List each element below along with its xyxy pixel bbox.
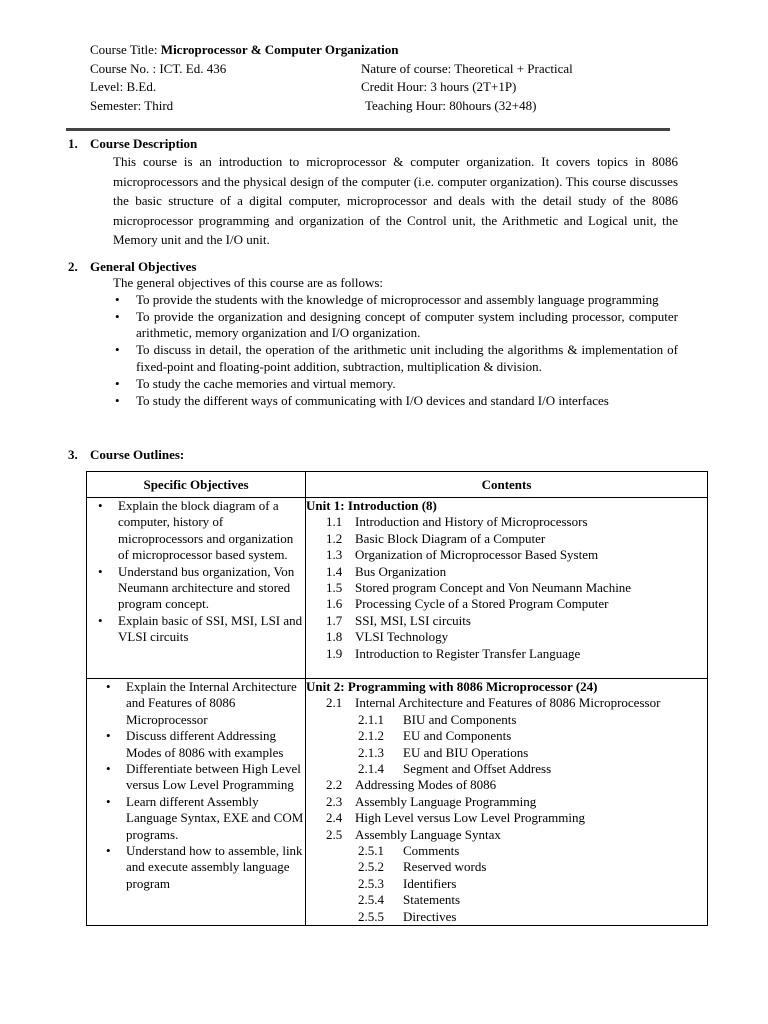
section-heading: [68, 258, 680, 275]
item-number: 1.5: [326, 580, 343, 596]
section-general-objectives: [68, 258, 680, 409]
item-number: 2.5: [326, 826, 343, 842]
contents-cell: [306, 679, 708, 926]
item-text: Segment and Offset Address: [403, 761, 552, 777]
objectives-intro: The general objectives of this course are as follows:: [113, 275, 384, 290]
content-subitem: [306, 859, 707, 875]
content-subitem: [306, 728, 707, 744]
item-text: Comments: [403, 843, 460, 859]
section-heading: [68, 135, 680, 152]
header-row-2: [90, 60, 710, 79]
content-item: [306, 547, 707, 563]
unit1-objectives: [87, 498, 305, 646]
list-item: • Differentiate between High Level versus Low Level Programming: [87, 761, 305, 794]
objectives-cell: [87, 498, 306, 679]
list-item: • To study the different ways of communicating with I/O devices and standard I/O interfaces: [113, 393, 678, 410]
section-title: General Objectives: [90, 259, 197, 274]
item-text: Stored program Concept and Von Neumann Machine: [355, 580, 632, 596]
course-title-label: Course Title:: [90, 42, 161, 57]
item-text: Directives: [403, 908, 457, 924]
item-text: Introduction to Register Transfer Language: [355, 645, 581, 661]
item-text: EU and Components: [403, 728, 512, 744]
item-text: Assembly Language Programming: [355, 793, 537, 809]
item-number: 2.1.2: [358, 728, 384, 744]
section-number: 2.: [68, 259, 78, 274]
content-item: [306, 695, 707, 711]
item-number: 2.1.3: [358, 744, 384, 760]
item-text: Reserved words: [403, 859, 487, 875]
list-item: • Understand bus organization, Von Neumann architecture and stored program concept.: [87, 564, 305, 613]
header-divider: [66, 128, 670, 131]
item-number: 2.1: [326, 695, 343, 711]
unit2-objectives: [87, 679, 305, 892]
course-header: [90, 41, 710, 115]
content-item: [306, 580, 707, 596]
course-number: Course No. : ICT. Ed. 436: [90, 60, 227, 76]
section-title: Course Description: [90, 136, 198, 151]
content-item: [306, 794, 707, 810]
list-item: • Explain the Internal Architecture and Features of 8086 Microprocessor: [87, 679, 305, 728]
item-text: Assembly Language Syntax: [355, 826, 501, 842]
credit-hour: Credit Hour: 3 hours (2T+1P): [361, 79, 517, 94]
content-item: [306, 596, 707, 612]
unit-title: Unit 2: Programming with 8086 Microprocessor (24): [306, 679, 598, 694]
item-number: 2.5.1: [358, 843, 384, 859]
item-text: Statements: [403, 892, 461, 908]
item-number: 1.3: [326, 547, 343, 563]
content-item: [306, 629, 707, 645]
item-text: Basic Block Diagram of a Computer: [355, 530, 546, 546]
item-text: Internal Architecture and Features of 8086 Microprocessor: [355, 695, 661, 711]
header-row-title: [90, 41, 710, 60]
item-text: Introduction and History of Microprocessors: [355, 514, 588, 530]
section-course-outlines: [68, 446, 680, 463]
item-number: 2.5.5: [358, 908, 384, 924]
item-text: Addressing Modes of 8086: [355, 777, 497, 793]
item-number: 2.3: [326, 793, 343, 809]
description-paragraph: This course is an introduction to microprocessor & computer organization. It covers topics in 8086 microprocessors and the physical design of the computer (i.e. computer organization). This course discusses the basic structure of a digital computer, microprocessor and deals with the detail study of the 8086 microprocessor programming and organization of the Control unit, the Arithmetic and Logical unit, the Memory unit and the I/O unit.: [113, 154, 678, 248]
section-course-description: [68, 135, 680, 250]
item-number: 2.1.1: [358, 711, 384, 727]
teaching-hour: Teaching Hour: 80hours (32+48): [365, 97, 537, 113]
item-text: High Level versus Low Level Programming: [355, 810, 585, 826]
item-text: Processing Cycle of a Stored Program Computer: [355, 596, 609, 612]
list-item: • Understand how to assemble, link and execute assembly language program: [87, 843, 305, 892]
content-item: [306, 810, 707, 826]
content-item: [306, 827, 707, 843]
list-item: • Discuss different Addressing Modes of 8086 with examples: [87, 728, 305, 761]
content-subitem: [306, 745, 707, 761]
header-row-4: [90, 97, 710, 116]
item-number: 1.1: [326, 514, 343, 530]
content-subitem: [306, 712, 707, 728]
table-row: [87, 498, 708, 679]
content-item: [306, 613, 707, 629]
list-item: • To discuss in detail, the operation of the arithmetic unit including the algorithms & implementation of fixed-point and floating-point addition, subtraction, multiplication & division.: [113, 342, 678, 376]
course-title-line: [90, 41, 399, 60]
item-number: 1.6: [326, 596, 343, 612]
section-title: Course Outlines:: [90, 447, 185, 462]
content-subitem: [306, 761, 707, 777]
objectives-list: [113, 292, 678, 410]
item-number: 1.9: [326, 645, 343, 661]
item-number: 1.8: [326, 629, 343, 645]
section-number: 3.: [68, 447, 78, 462]
list-item: • To study the cache memories and virtual memory.: [113, 376, 678, 393]
unit-title: Unit 1: Introduction (8): [306, 498, 437, 513]
list-item: • Explain basic of SSI, MSI, LSI and VLSI circuits: [87, 613, 305, 646]
course-semester: Semester: Third: [90, 97, 174, 113]
content-item: [306, 564, 707, 580]
content-subitem: [306, 876, 707, 892]
content-subitem: [306, 843, 707, 859]
item-text: Bus Organization: [355, 563, 447, 579]
list-item: • Explain the block diagram of a computer, history of microprocessors and organization of microprocessor based system.: [87, 498, 305, 564]
item-number: 2.1.4: [358, 761, 384, 777]
content-subitem: [306, 909, 707, 925]
section-heading: [68, 446, 680, 463]
table-row: [87, 679, 708, 926]
course-nature: Nature of course: Theoretical + Practical: [361, 60, 573, 76]
item-number: 1.4: [326, 563, 343, 579]
item-text: VLSI Technology: [355, 629, 449, 645]
content-item: [306, 514, 707, 530]
list-item: • To provide the students with the knowledge of microprocessor and assembly language programming: [113, 292, 678, 309]
item-text: SSI, MSI, LSI circuits: [355, 612, 471, 628]
item-number: 2.4: [326, 810, 343, 826]
content-item: [306, 646, 707, 662]
list-item: • To provide the organization and designing concept of computer system including processor, computer arithmetic, memory organization and I/O organization.: [113, 309, 678, 343]
item-number: 2.5.3: [358, 875, 384, 891]
objectives-cell: [87, 679, 306, 926]
content-subitem: [306, 892, 707, 908]
column-header-contents: Contents: [306, 472, 708, 498]
item-text: Identifiers: [403, 875, 457, 891]
item-number: 1.7: [326, 612, 343, 628]
header-row-3: [90, 78, 710, 97]
item-number: 2.2: [326, 777, 343, 793]
contents-cell: [306, 498, 708, 679]
item-text: EU and BIU Operations: [403, 744, 529, 760]
content-item: [306, 777, 707, 793]
content-item: [306, 531, 707, 547]
course-outline-table: [86, 471, 708, 926]
list-item: • Learn different Assembly Language Syntax, EXE and COM programs.: [87, 794, 305, 843]
table-header-row: [87, 472, 708, 498]
course-level: Level: B.Ed.: [90, 79, 157, 94]
section-number: 1.: [68, 136, 78, 151]
item-number: 2.5.4: [358, 892, 384, 908]
item-number: 1.2: [326, 530, 343, 546]
item-number: 2.5.2: [358, 859, 384, 875]
item-text: Organization of Microprocessor Based System: [355, 547, 599, 563]
course-title: Microprocessor & Computer Organization: [160, 42, 399, 57]
item-text: BIU and Components: [403, 711, 517, 727]
column-header-objectives: Specific Objectives: [87, 472, 306, 498]
